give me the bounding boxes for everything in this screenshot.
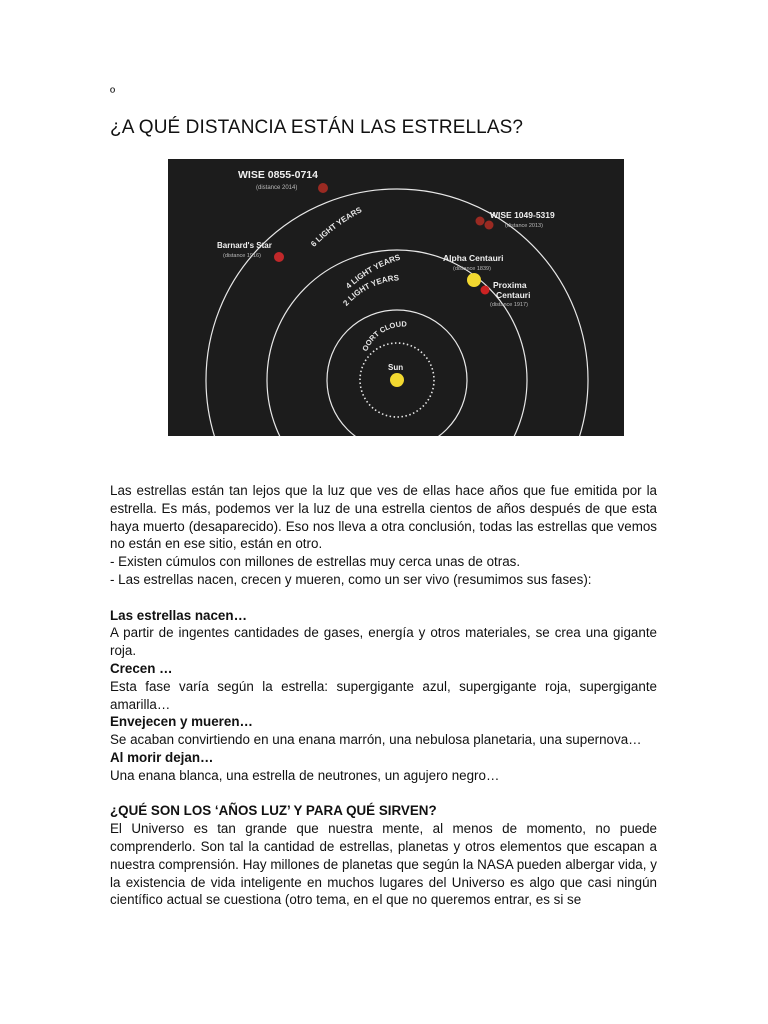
section-marker: º: [110, 84, 116, 100]
paragraph-die: Se acaban convirtiendo en una enana marrón, una nebulosa planetaria, una supernova…: [110, 732, 642, 748]
star-label-proxima: Proxima: [493, 280, 527, 290]
ring-label-six: 6 LIGHT YEARS: [309, 205, 364, 249]
heading-die: Envejecen y mueren…: [110, 714, 253, 730]
star-label-sun: Sun: [388, 363, 404, 372]
spacer: [110, 785, 657, 803]
ring-label-oort: OORT CLOUD: [360, 319, 407, 353]
article-body: [110, 482, 657, 909]
paragraph-light-years: El Universo es tan grande que nuestra mente, al menos de momento, no puede comprenderlo. Son tal la cantidad de estrellas, planetas y otros elementos que escapan a nuestra comprensión. Hay millones de planetas que según la NASA pueden albergar vida, y la existencia de vida inteligente en muchos lugares del Universo es algo que casi ningún científico actual se cuestiona (otro tema, en el que no queremos entrar, es si se: [110, 821, 657, 908]
star-note-alpha-centauri: (distance 1839): [453, 266, 491, 272]
spacer: [110, 589, 657, 607]
star-dot-alpha-centauri: [467, 273, 481, 287]
star-dot-sun: [390, 373, 404, 387]
page-title: ¿A QUÉ DISTANCIA ESTÁN LAS ESTRELLAS?: [110, 117, 524, 138]
paragraph-grow: Esta fase varía según la estrella: supergigante azul, supergigante roja, supergigante amarilla…: [110, 678, 657, 712]
ring-label-four: 4 LIGHT YEARS: [344, 252, 402, 291]
star-label-barnard: Barnard's Star: [217, 241, 272, 250]
star-dot-wise1049-b: [485, 221, 494, 230]
star-label-alpha-centauri: Alpha Centauri: [443, 253, 504, 263]
star-label-wise1049: WISE 1049-5319: [490, 210, 555, 220]
star-dot-barnard: [274, 252, 284, 262]
star-label-wise0855: WISE 0855-0714: [238, 169, 318, 181]
heading-light-years: ¿QUÉ SON LOS ‘AÑOS LUZ’ Y PARA QUÉ SIRVEN?: [110, 803, 437, 819]
star-distance-diagram: [168, 159, 624, 436]
star-dot-proxima-centauri: [481, 286, 490, 295]
heading-grow: Crecen …: [110, 660, 173, 676]
intro-paragraph: Las estrellas están tan lejos que la luz que ves de ellas hace años que fue emitida por la estrella. Es más, podemos ver la luz de una estrella cientos de años después de que esta haya muerto (desaparecido). Eso nos lleva a otra conclusión, todas las estrellas que vemos no están en ese sitio, están en otro.: [110, 483, 657, 552]
paragraph-leave: Una enana blanca, una estrella de neutrones, un agujero negro…: [110, 767, 500, 783]
star-dot-wise1049-a: [476, 217, 485, 226]
ring-label-two: 2 LIGHT YEARS: [341, 273, 400, 308]
star-note-wise0855: (distance 2014): [256, 185, 298, 191]
bullet-life-cycle: - Las estrellas nacen, crecen y mueren, como un ser vivo (resumimos sus fases):: [110, 571, 592, 587]
heading-born: Las estrellas nacen…: [110, 607, 247, 623]
star-note-wise1049: (distance 2013): [505, 223, 543, 229]
bullet-clusters: - Existen cúmulos con millones de estrellas muy cerca unas de otras.: [110, 554, 521, 570]
star-distance-figure: [168, 159, 624, 436]
star-dot-wise0855: [318, 183, 328, 193]
star-label-proxima-2: Centauri: [496, 290, 531, 300]
star-note-proxima: (distance 1917): [490, 302, 528, 308]
heading-leave: Al morir dejan…: [110, 749, 214, 765]
star-note-barnard: (distance 1916): [223, 253, 261, 259]
paragraph-born: A partir de ingentes cantidades de gases, energía y otros materiales, se crea una gigante roja.: [110, 625, 657, 659]
